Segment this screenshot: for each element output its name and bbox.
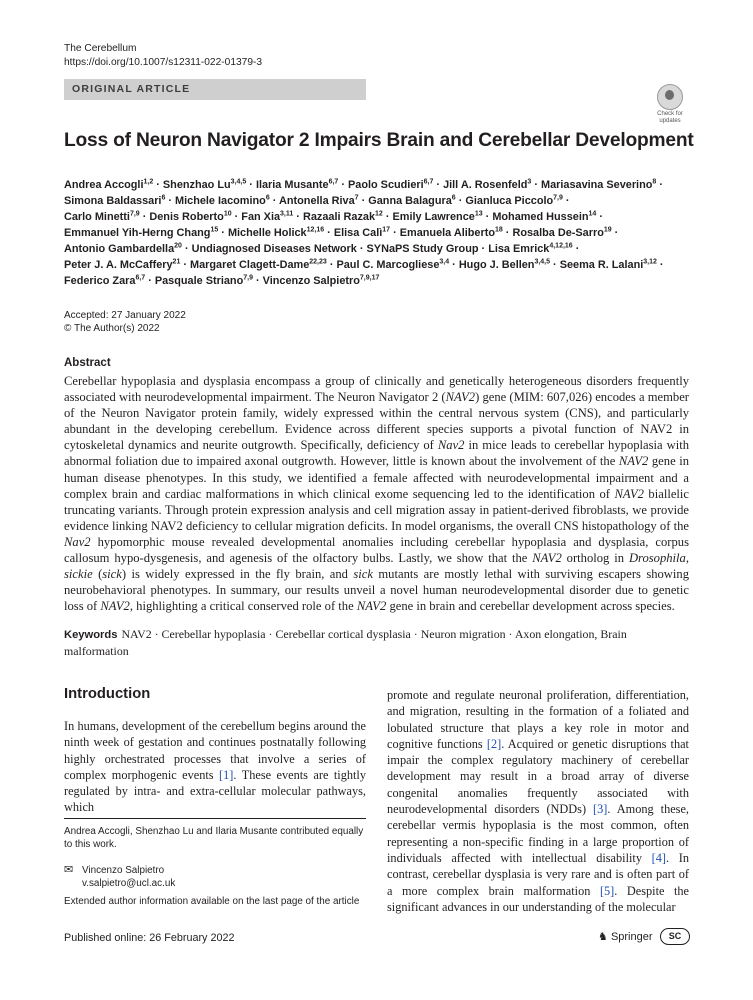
author-affiliation: 10 [223,210,232,218]
introduction-heading: Introduction [64,686,151,702]
author-affiliation: 1,2 [143,178,154,186]
author-separator: · [165,195,176,207]
author-name[interactable]: Emanuela Aliberto [399,227,495,239]
author-name[interactable]: Paul C. Marcogliese [336,259,440,271]
author-name[interactable]: Carlo Minetti [64,211,130,223]
author-name[interactable]: Paolo Scudieri [348,179,424,191]
keywords [64,626,689,659]
author-name[interactable]: Hugo J. Bellen [458,259,535,271]
publisher [598,930,653,943]
corresponding-email[interactable]: v.salpietro@ucl.ac.uk [82,878,176,889]
author-affiliation: 3,4,5 [534,258,551,266]
author-name[interactable]: Elisa Calì [333,227,383,239]
springer-logo-icon: SC [660,928,690,945]
article-type-bar [64,79,366,100]
author-affiliation: 3 [527,178,532,186]
badge-line2: updates [659,118,681,124]
author-affiliation: 22,23 [309,258,327,266]
extended-info-note: Extended author information available on the last page of the article [64,896,360,907]
author-separator: · [326,259,337,271]
published-online: Published online: 26 February 2022 [64,932,235,944]
author-separator: · [531,179,541,191]
author-separator: · [656,259,664,271]
author-name[interactable]: Denis Roberto [149,211,224,223]
envelope-icon: ✉ [64,864,74,876]
introduction-column-1: In humans, development of the cerebellum begins around the ninth week of gestation and continues postnatally following highly orchestrated processes that involve a series of complex morphogenic events [1]. These events are tightly regulated by intra- and extra-cellular molecular pathways, which [64,719,366,815]
author-affiliation: 8 [652,178,657,186]
author-separator: · [231,211,242,223]
author-name[interactable]: Rosalba De-Sarro [512,227,604,239]
author-name[interactable]: Antonio Gambardella [64,243,175,255]
author-separator: · [482,211,493,223]
author-separator: · [478,243,489,255]
author-affiliation: 12,16 [306,226,325,234]
author-name[interactable]: Michelle Holick [227,227,307,239]
author-name[interactable]: Razaali Razak [302,211,376,223]
author-name[interactable]: Margaret Clagett-Dame [190,259,310,271]
author-name[interactable]: Michele Iacomino [175,195,266,207]
author-separator: · [356,243,367,255]
correspondence [64,864,366,890]
article-type: ORIGINAL ARTICLE [72,83,191,95]
author-name[interactable]: Simona Baldassari [64,195,162,207]
author-affiliation: 19 [603,226,612,234]
author-name[interactable]: Jill A. Rosenfeld [443,179,528,191]
author-name[interactable]: Mariasavina Severino [541,179,653,191]
journal-header [64,42,262,70]
author-name[interactable]: Shenzhao Lu [162,179,231,191]
author-separator: · [382,211,393,223]
author-line [64,193,694,209]
check-for-updates-badge[interactable] [652,84,688,124]
author-separator: · [611,227,619,239]
author-separator: · [550,259,560,271]
author-affiliation: 3,4 [439,258,450,266]
author-name[interactable]: Ganna Balagura [368,195,452,207]
author-separator: · [455,195,466,207]
doi-link[interactable]: https://doi.org/10.1007/s12311-022-01379-3 [64,57,263,68]
author-name[interactable]: Antonella Riva [279,195,355,207]
author-separator: · [246,179,256,191]
author-affiliation: 7 [354,194,359,202]
author-line [64,225,694,241]
author-name[interactable]: SYNaPS Study Group [366,243,479,255]
author-name[interactable]: Ilaria Musante [255,179,329,191]
author-affiliation: 3,4,5 [230,178,247,186]
author-affiliation: 14 [588,210,597,218]
author-separator: · [449,259,459,271]
author-separator: · [153,179,163,191]
citation-link[interactable]: [2] [486,736,502,751]
author-name[interactable]: Gianluca Piccolo [465,195,554,207]
author-separator: · [218,227,228,239]
author-name[interactable]: Undiagnosed Diseases Network [191,243,357,255]
author-line [64,209,694,225]
author-separator: · [656,179,663,191]
author-affiliation: 3,11 [280,210,294,218]
author-line [64,257,694,273]
author-name[interactable]: Lisa Emrick [488,243,550,255]
author-affiliation: 3,12 [643,258,657,266]
author-affiliation: 20 [174,242,182,250]
author-affiliation: 7,9,17 [359,274,380,282]
corresponding-author: Vincenzo Salpietro [82,865,165,876]
article-title: Loss of Neuron Navigator 2 Impairs Brain and Cerebellar Development [64,130,694,151]
author-line [64,241,694,257]
author-name[interactable]: Peter J. A. McCaffery [64,259,173,271]
author-affiliation: 7,9 [553,194,563,202]
author-affiliation: 13 [474,210,483,218]
author-separator: · [139,211,150,223]
citation-link[interactable]: [3] [593,802,608,817]
abstract-text: Cerebellar hypoplasia and dysplasia encompass a group of clinically and genetically heterogeneous disorders frequently associated with neurodevelopmental impairment. The Neuron Navigator 2 (NAV2) gene (MIM: 607,026) encodes a member of the Neuron Navigator protein family, widely expressed within the central nervous system (CNS), and particularly abundant in the developing cerebellum. Evidence across different species supports a pivotal function of NAV2 in cytoskeletal dynamics and neurite outgrowth. Specifically, deficiency of Nav2 in mice leads to cerebellar hypoplasia with abnormal foliation due to impaired axonal outgrowth. However, little is known about the involvement of the NAV2 gene in human disease phenotypes. In this study, we identified a female affected with neurodevelopmental impairment and a complex brain and cardiac malformations in which clinical exome sequencing led to the identification of NAV2 biallelic truncating variants. Through protein expression analysis and cell migration assay in patient-derived fibroblasts, we provide evidence linking NAV2 deficiency to cellular migration deficits. In model organisms, the overall CNS histopathology of the Nav2 hypomorphic mouse revealed developmental anomalies including cerebellar hypoplasia and dysplasia, corpus callosum hypo-dysgenesis, and agenesis of the olfactory bulbs. Lastly, we show that the NAV2 ortholog in Drosophila, sickie (sick) is widely expressed in the fly brain, and sick mutants are mostly lethal with surviving escapers showing neurobehavioral phenotypes. In summary, our results unveil a novel human neurodevelopmental disorder due to genetic loss of NAV2, highlighting a critical conserved role of the NAV2 gene in brain and cerebellar development across species. [64,374,690,614]
author-separator: · [252,275,263,287]
author-affiliation: 6 [161,194,166,202]
footnote-divider [64,818,366,819]
citation-link[interactable]: [4] [651,850,666,865]
author-name[interactable]: Emmanuel Yih-Herng Chang [64,227,211,239]
author-separator: · [502,227,513,239]
author-name[interactable]: Seema R. Lalani [559,259,644,271]
author-separator: · [572,243,580,255]
author-affiliation: 17 [382,226,391,234]
author-separator: · [596,211,603,223]
accepted-date: Accepted: 27 January 2022 [64,310,186,321]
author-affiliation: 18 [494,226,503,234]
author-separator: · [145,275,155,287]
author-separator: · [338,179,348,191]
author-affiliation: 4,12,16 [549,242,573,250]
publisher-name: Springer [610,931,653,943]
author-line [64,273,694,289]
keywords-label: Keywords [64,629,118,641]
author-separator: · [390,227,400,239]
abstract-heading: Abstract [64,357,111,369]
author-affiliation: 7,9 [129,210,140,218]
author-separator: · [180,259,191,271]
author-name[interactable]: Pasquale Striano [154,275,244,287]
author-affiliation: 6,7 [328,178,339,186]
author-name[interactable]: Mohamed Hussein [492,211,589,223]
author-affiliation: 12 [375,210,383,218]
springer-horse-icon: ♞ [598,931,608,943]
author-name[interactable]: Emily Lawrence [392,211,475,223]
author-separator: · [293,211,303,223]
author-name[interactable]: Vincenzo Salpietro [262,275,360,287]
journal-name: The Cerebellum [64,43,137,54]
author-affiliation: 6,7 [135,274,146,282]
author-separator: · [562,195,570,207]
author-line [64,177,694,193]
author-separator: · [324,227,334,239]
citation-link[interactable]: [1] [219,767,234,782]
author-affiliation: 6,7 [423,178,434,186]
author-affiliation: 15 [210,226,219,234]
author-separator: · [269,195,280,207]
author-separator: · [181,243,192,255]
author-list [64,177,694,289]
crossmark-icon [657,84,683,110]
author-separator: · [358,195,369,207]
citation-link[interactable]: [5] [599,883,615,898]
author-name[interactable]: Federico Zara [64,275,136,287]
author-affiliation: 6 [451,194,456,202]
author-affiliation: 6 [265,194,270,202]
author-name[interactable]: Andrea Accogli [64,179,144,191]
keywords-text: NAV2 · Cerebellar hypoplasia · Cerebellar cortical dysplasia · Neuron migration · Axon elongation, Brain malformation [64,627,627,658]
copyright: © The Author(s) 2022 [64,323,160,334]
article-dates [64,309,186,335]
author-affiliation: 7,9 [243,274,253,282]
equal-contribution-note: Andrea Accogli, Shenzhao Lu and Ilaria Musante contributed equally to this work. [64,826,364,850]
author-name[interactable]: Fan Xia [241,211,281,223]
author-separator: · [433,179,444,191]
badge-line1: Check for [657,111,683,117]
introduction-column-2: promote and regulate neuronal proliferation, differentiation, and migration, resulting in the formation of a foliated and lobulated structure that plays a key role in motor and cognitive functions [2]. Acquired or genetic disruptions that impair the complex regulatory machinery of cerebellar development may result in a broad array of diverse congenital anomalies frequently associated with neurodevelopmental disorders (NDDs) [3]. Among these, cerebellar vermis hypoplasia is the most common, often representing a non-specific finding in a large proportion of individuals affected with intellectual disability [4]. In contrast, cerebellar dysplasia is very rare and is often part of a more complex brain malformation [5]. Despite the significant advances in our understanding of the molecular [387,688,690,914]
author-affiliation: 21 [172,258,181,266]
